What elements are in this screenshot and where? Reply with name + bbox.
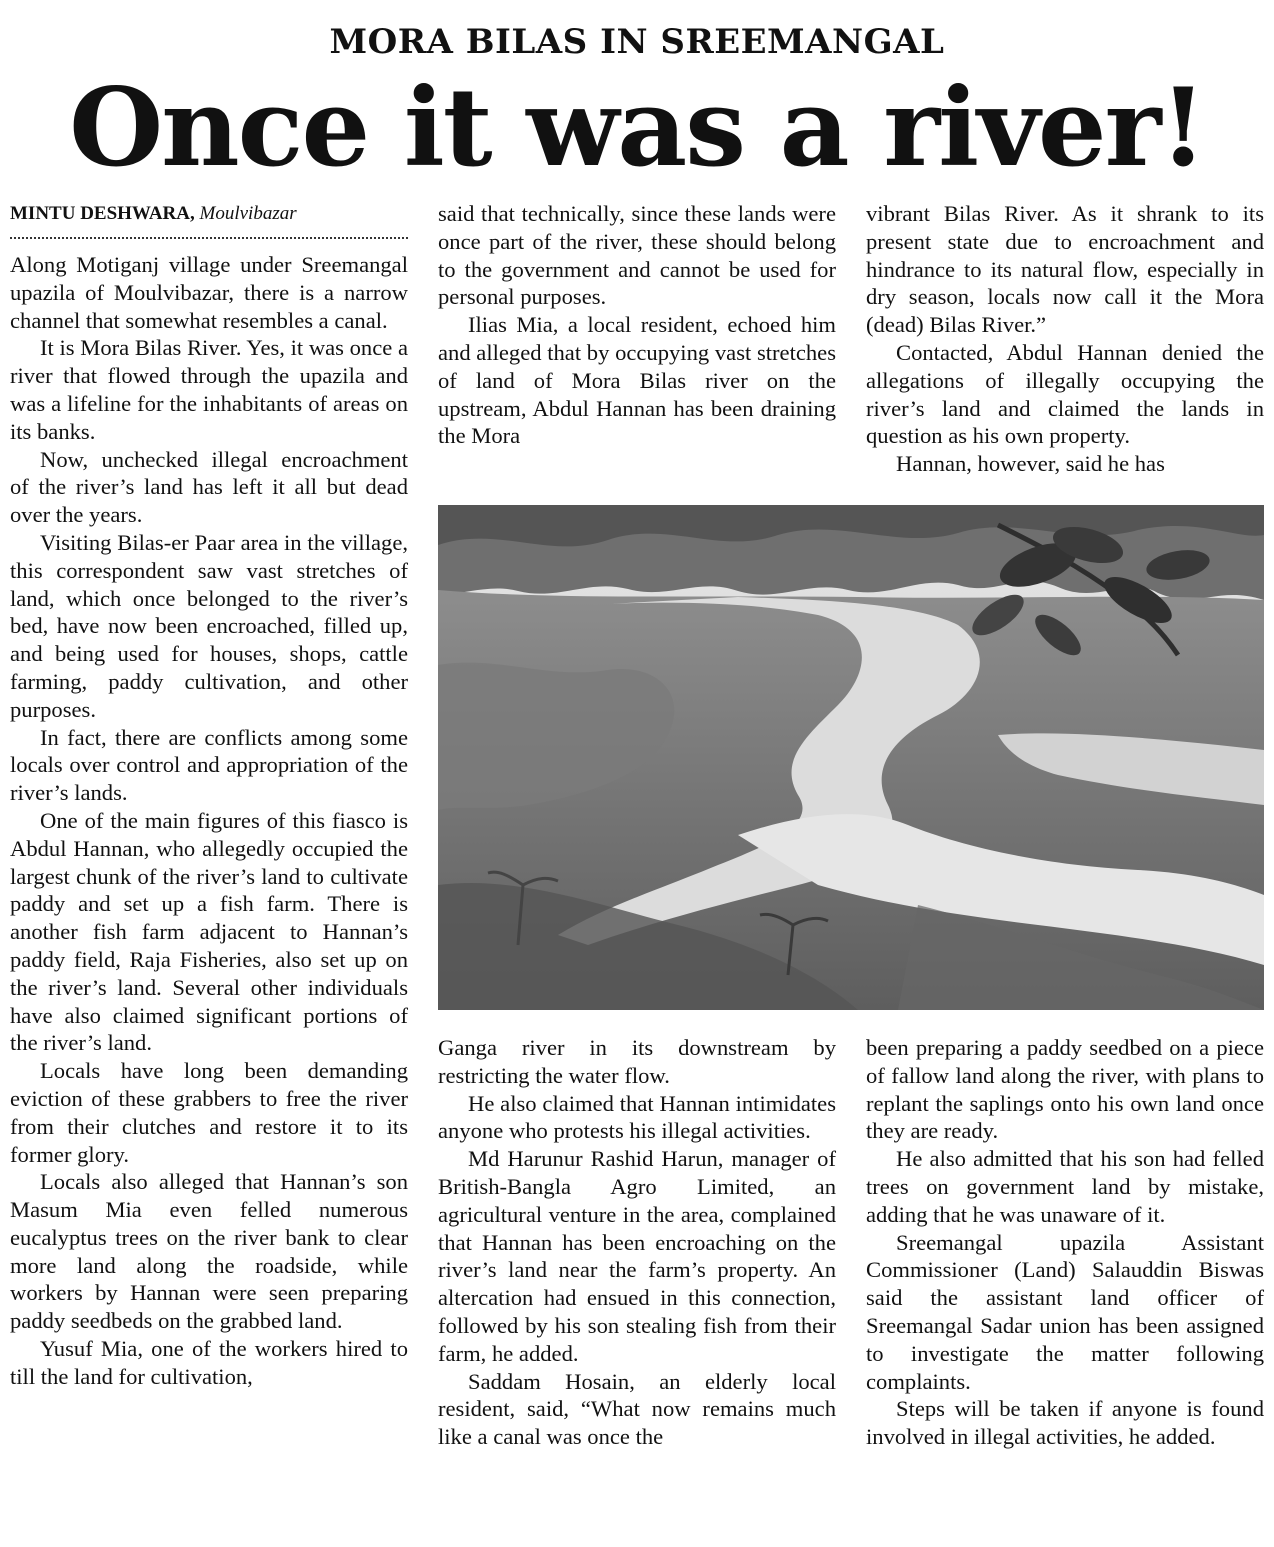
paragraph: It is Mora Bilas River. Yes, it was once a river that flowed through the upazila and was a lifeline for the inhabitants of areas on its banks.: [10, 335, 408, 444]
paragraph: said that technically, since these lands were once part of the river, these should belong to the government and cannot be used for personal purposes.: [438, 201, 836, 310]
paragraph: Ilias Mia, a local resident, echoed him and alleged that by occupying vast stretches of land of Mora Bilas river on the upstream, Abdul Hannan has been draining the Mora: [438, 312, 836, 449]
paragraph: He also admitted that his son had felled trees on government land by mistake, adding that he was unaware of it.: [866, 1146, 1264, 1227]
paragraph: In fact, there are conflicts among some locals over control and appropriation of the river’s lands.: [10, 724, 408, 806]
river-photo: [438, 505, 1264, 1010]
paragraph: Saddam Hosain, an elderly local resident, said, “What now remains much like a canal was once the: [438, 1368, 836, 1450]
column-3-bottom: [866, 1034, 1264, 1451]
paragraph: Now, unchecked illegal encroachment of the river’s land has left it all but dead over the years.: [10, 446, 408, 528]
paragraph: Along Motiganj village under Sreemangal upazila of Moulvibazar, there is a narrow channel that somewhat resembles a canal.: [10, 252, 408, 333]
column-2-top: [438, 200, 836, 450]
river-photo-illustration: [438, 505, 1264, 1010]
paragraph: Hannan, however, said he has: [896, 451, 1165, 477]
byline-location: Moulvibazar: [199, 203, 297, 224]
paragraph: Sreemangal upazila Assistant Commissioner (Land) Salauddin Biswas said the assistant land officer of Sreemangal Sadar union has been assigned to investigate the matter following complaints.: [866, 1229, 1264, 1394]
byline: [10, 200, 408, 239]
kicker: MORA BILAS IN SREEMANGAL: [329, 22, 945, 62]
paragraph: Steps will be taken if anyone is found involved in illegal activities, he added.: [866, 1396, 1264, 1450]
paragraph: One of the main figures of this fiasco is Abdul Hannan, who allegedly occupied the largest chunk of the river’s land to cultivate paddy and set up a fish farm. There is another fish farm adjacent to Hannan’s paddy field, Raja Fisheries, also set up on the river’s land. Several other individuals have also claimed significant portions of the river’s land.: [10, 807, 408, 1056]
paragraph: Contacted, Abdul Hannan denied the allegations of illegally occupying the river’s land and claimed the lands in question as his own property.: [866, 339, 1264, 449]
paragraph: Locals have long been demanding eviction of these grabbers to free the river from their clutches and restore it to its former glory.: [10, 1058, 408, 1167]
paragraph: Md Harunur Rashid Harun, manager of British-Bangla Agro Limited, an agricultural venture in the area, complained that Hannan has been encroaching on the river’s land near the farm’s property. An altercation had ensued in this connection, followed by his son stealing fish from their farm, he added.: [438, 1146, 836, 1366]
paragraph: Locals also alleged that Hannan’s son Masum Mia even felled numerous eucalyptus trees on the river bank to clear more land along the roadside, while workers by Hannan were seen preparing paddy seedbeds on the grabbed land.: [10, 1169, 408, 1334]
paragraph: He also claimed that Hannan intimidates anyone who protests his illegal activities.: [438, 1090, 836, 1144]
paragraph: Ganga river in its downstream by restricting the water flow.: [438, 1035, 836, 1088]
byline-author: MINTU DESHWARA,: [10, 203, 195, 224]
paragraph: vibrant Bilas River. As it shrank to its present state due to encroachment and hindrance to its natural flow, especially in dry season, locals now call it the Mora (dead) Bilas River.”: [866, 201, 1264, 338]
paragraph: Visiting Bilas-er Paar area in the village, this correspondent saw vast stretches of land, which once belonged to the river’s bed, have now been encroached, filled up, and being used for houses, shops, cattle farming, paddy cultivation, and other purposes.: [10, 529, 408, 722]
column-1: [10, 200, 408, 1391]
headline: Once it was a river!: [69, 65, 1205, 191]
column-2-bottom: [438, 1034, 836, 1451]
paragraph: Yusuf Mia, one of the workers hired to till the land for cultivation,: [10, 1336, 408, 1389]
column-3-top: [866, 200, 1264, 478]
paragraph: been preparing a paddy seedbed on a piece of fallow land along the river, with plans to replant the saplings onto his own land once they are ready.: [866, 1035, 1264, 1144]
